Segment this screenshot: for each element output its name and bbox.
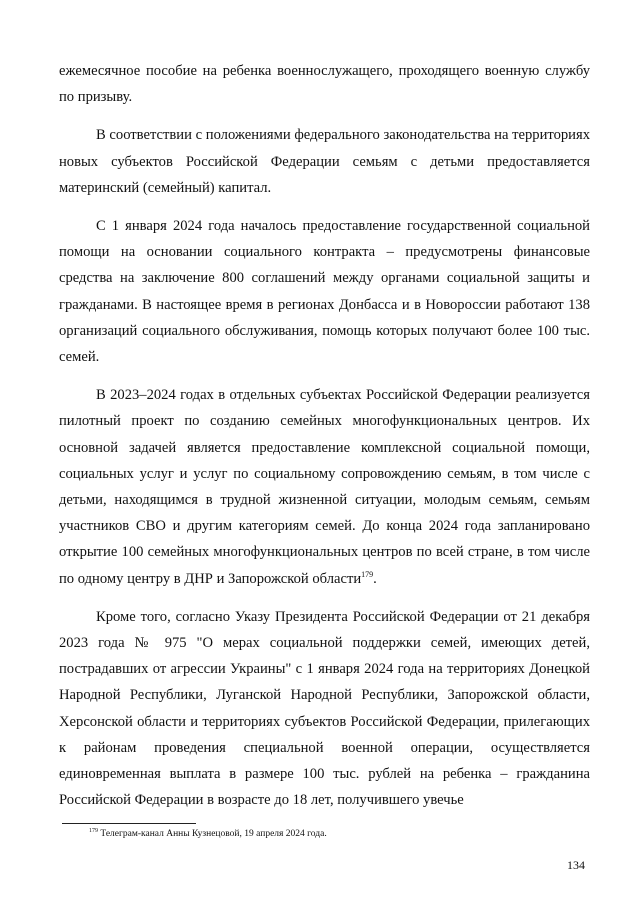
paragraph-3: С 1 января 2024 года началось предоставление государственной социальной помощи на основании социального контракта – предусмотрены финансовые средства на заключение 800 соглашений между органами социальной защиты и гражданами. В настоящее время в регионах Донбасса и в Новороссии работают 138 организаций социального обслуживания, помощь которых получают более 100 тыс. семей. bbox=[59, 218, 590, 366]
footnote-text: Телеграм-канал Анны Кузнецовой, 19 апреля 2024 года. bbox=[98, 829, 327, 839]
paragraph-4: В 2023–2024 годах в отдельных субъектах Российской Федерации реализуется пилотный проект по созданию семейных многофункциональных центров. Их основной задачей является предоставление комплексной социальной помощи, социальных услуг и услуг по социальному сопровождению семьям, в том числе с детьми, находящимся в трудной жизненной ситуации, молодым семьям, семьям участников СВО и другим категориям семей. До конца 2024 года запланировано открытие 100 семейных многофункциональных центров по всей стране, в том числе по одному центру в ДНР и Запорожской области$^{179}$. bbox=[59, 387, 590, 587]
footnote-number: 179 bbox=[89, 828, 98, 834]
paragraph-2: В соответствии с положениями федерального законодательства на территориях новых субъектов Российской Федерации семьям с детьми предоставляется материнский (семейный) капитал. bbox=[59, 127, 590, 196]
page-number: 134 bbox=[567, 858, 585, 872]
footnote bbox=[89, 829, 327, 839]
footnote-divider bbox=[62, 823, 196, 824]
paragraph-4-text: В 2023–2024 годах в отдельных субъектах Российской Федерации реализуется пилотный проект по созданию семейных многофункциональных центров. Их основной задачей является предоставление комплексной социальной помощи, социальных услуг и услуг по социальному сопровождению семьям, в том числе с детьми, находящимся в трудной жизненной ситуации, молодым семьям, семьям участников СВО и другим категориям семей. До конца 2024 года запланировано открытие 100 семейных многофункциональных центров по всей стране, в том числе по одному центру в ДНР и Запорожской области bbox=[59, 387, 590, 587]
paragraph-1: ежемесячное пособие на ребенка военнослужащего, проходящего военную службу по призыву. bbox=[59, 63, 590, 106]
footnote-reference[interactable]: 179 bbox=[361, 569, 374, 579]
paragraph-5: Кроме того, согласно Указу Президента Российской Федерации от 21 декабря 2023 года № 975 "О мерах социальной поддержки семей, имеющих детей, пострадавших от агрессии Украины" с 1 января 2024 года на территориях Донецкой Народной Республики, Луганской Народной Республики, Запорожской области, Херсонской области и территориях субъектов Российской Федерации, прилегающих к районам проведения специальной военной операции, осуществляется единовременная выплата в размере 100 тыс. рублей на ребенка – гражданина Российской Федерации в возрасте до 18 лет, получившего увечье bbox=[59, 608, 590, 809]
body-text bbox=[59, 58, 590, 825]
